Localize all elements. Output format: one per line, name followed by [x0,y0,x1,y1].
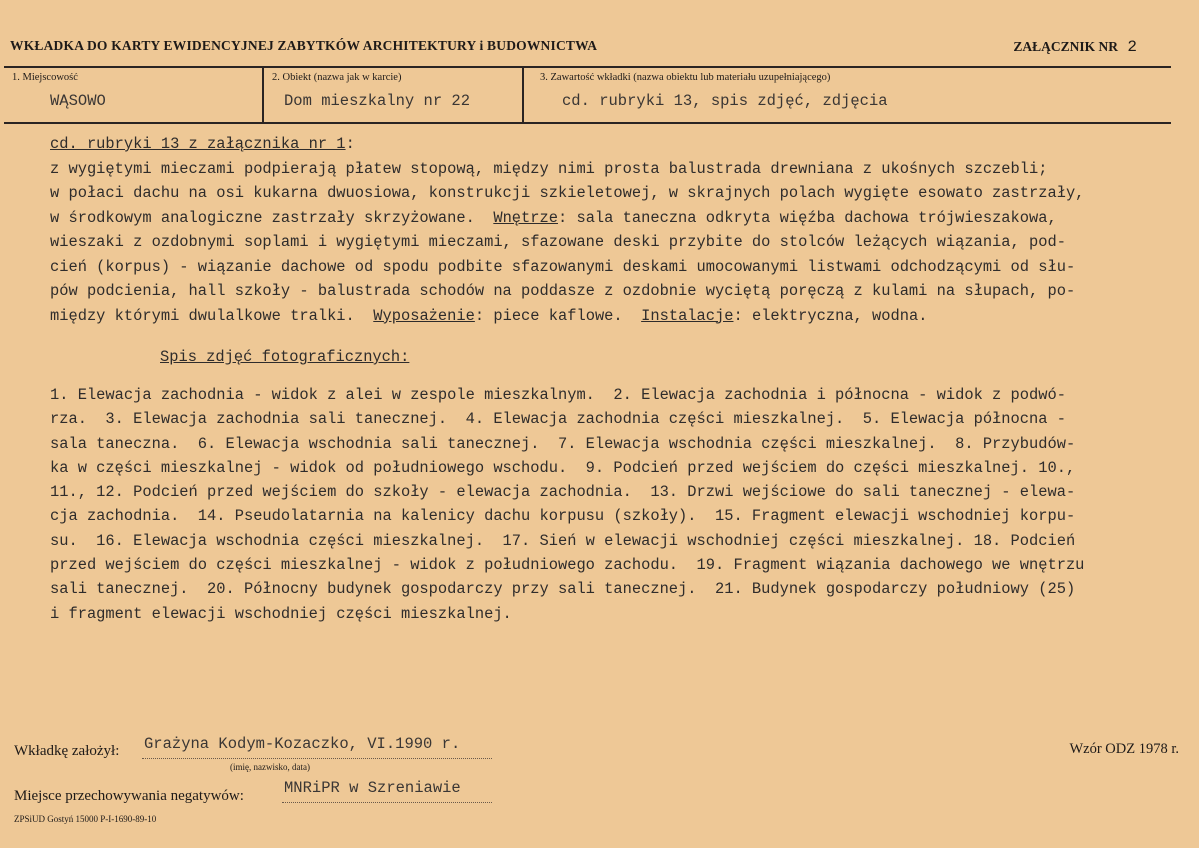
description-line: z wygiętymi mieczami podpierają płatew stopową, między nimi prosta balustrada drewniana z ukośnych szczebli; [50,159,1048,178]
description-line: wieszaki z ozdobnymi soplami i wygiętymi mieczami, sfazowane deski przybite do stolców leżących wiązania, pod- [50,233,1066,251]
photos-line: sali tanecznej. 20. Północny budynek gospodarczy przy sali tanecznej. 21. Budynek gospodarczy południowy (25) [50,580,1076,599]
photos-line: sala taneczna. 6. Elewacja wschodnia sali tanecznej. 7. Elewacja wschodnia części mieszkalnej. 8. Przybudów- [50,434,1076,453]
photos-line: rza. 3. Elewacja zachodnia sali tanecznej. 4. Elewacja zachodnia części mieszkalnej. 5. Elewacja północna - [50,410,1066,429]
created-by-line [142,758,492,759]
photos-line: ka w części mieszkalnej - widok od południowego wschodu. 9. Podcień przed wejściem do części mieszkalnej. 10., [50,458,1076,477]
installations-heading: Instalacje [641,306,734,325]
photos-line: 11., 12. Podcień przed wejściem do szkoły - elewacja zachodnia. 13. Drzwi wejściowe do sali tanecznej - elewa- [50,483,1076,502]
photos-line: su. 16. Elewacja wschodnia części mieszkalnej. 17. Sień w elewacji wschodniej części mieszkalnej. 18. Podcień [50,531,1076,550]
created-by-value: Grażyna Kodym-Kozaczko, VI.1990 r. [144,735,461,753]
storage-value: MNRiPR w Szreniawie [284,779,461,797]
form-template-id: Wzór ODZ 1978 r. [1069,741,1179,757]
equipment-heading: Wyposażenie [373,306,475,325]
description-text [50,132,1178,328]
fields-rule [4,122,1171,124]
annex-label [1013,38,1137,56]
heading-colon: : [345,135,355,153]
header-rule [4,66,1171,68]
photos-line: 1. Elewacja zachodnia - widok z alei w zespole mieszkalnym. 2. Elewacja zachodnia i północna - widok z podwó- [50,386,1066,404]
field-divider [522,68,524,122]
print-id: ZPSiUD Gostyń 15000 P-I-1690-89-10 [14,814,157,824]
description-line: w środkowym analogiczne zastrzały skrzyżowane. [50,208,494,227]
locality-label: 1. Miejscowość [12,72,78,83]
object-value: Dom mieszkalny nr 22 [284,92,471,110]
photos-line: i fragment elewacji wschodniej części mieszkalnej. [50,604,512,623]
description-line: : sala taneczna odkryta więźba dachowa trójwieszakowa, [557,208,1057,227]
contents-label: 3. Zawartość wkładki (nazwa obiektu lub materiału uzupełniającego) [540,72,831,83]
description-line: między którymi dwulalkowe tralki. [50,306,374,325]
locality-value: WĄSOWO [50,92,106,110]
description-line: : elektryczna, wodna. [733,306,928,325]
description-line: cień (korpus) - wiązanie dachowe od spodu podbite sfazowanymi deskami umocowanymi listwami odchodzącymi od słu- [50,257,1076,276]
photos-line: cja zachodnia. 14. Pseudolatarnia na kalenicy dachu korpusu (szkoły). 15. Fragment elewacji wschodniej korpu- [50,507,1076,526]
description-heading: cd. rubryki 13 z załącznika nr 1 [50,135,346,153]
contents-value: cd. rubryki 13, spis zdjęć, zdjęcia [562,92,888,110]
storage-line [282,802,492,803]
annex-number: 2 [1127,38,1137,56]
field-divider [262,68,264,122]
photos-list [50,383,1178,626]
description-line: w połaci dachu na osi kukarna dwuosiowa, konstrukcji szkieletowej, w skrajnych polach wygięte esowato zastrzały, [50,184,1085,202]
object-label: 2. Obiekt (nazwa jak w karcie) [272,72,402,83]
annex-label-text: ZAŁĄCZNIK NR [1013,39,1119,54]
storage-label: Miejsce przechowywania negatywów: [14,788,244,804]
created-by-label: Wkładkę założył: [14,743,120,759]
photos-title: Spis zdjęć fotograficznych: [160,348,410,366]
photos-line: przed wejściem do części mieszkalnej - widok z południowego zachodu. 19. Fragment wiązania dachowego we wnętrzu [50,556,1085,575]
created-by-hint: (imię, nazwisko, data) [230,762,310,772]
description-line: pów podcienia, hall szkoły - balustrada schodów na poddasze z ozdobnie wyciętą poręczą z kulami na słupach, po- [50,282,1076,300]
form-title: WKŁADKA DO KARTY EWIDENCYJNEJ ZABYTKÓW ARCHITEKTURY i BUDOWNICTWA [10,38,598,53]
description-line: : piece kaflowe. [474,306,642,325]
interior-heading: Wnętrze [493,208,558,227]
